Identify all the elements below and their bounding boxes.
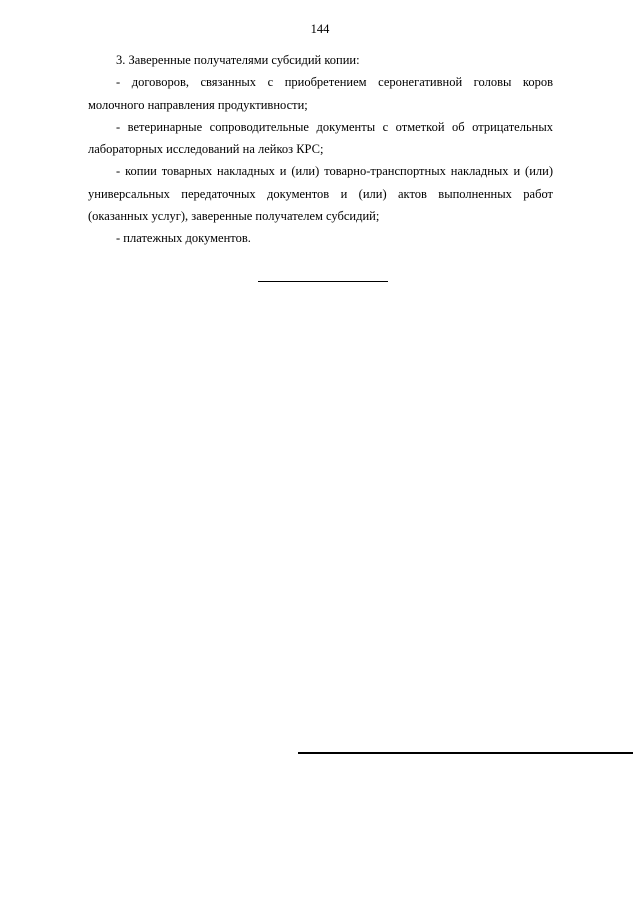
paragraph-contracts: - договоров, связанных с приобретением серонегативной головы коров молочного направления продуктивности;	[88, 75, 553, 112]
scan-artifact-line	[298, 752, 633, 754]
paragraph-heading: 3. Заверенные получателями субсидий копии:	[116, 53, 360, 67]
paragraph-invoices: - копии товарных накладных и (или) товарно-транспортных накладных и (или) универсальных передаточных документов и (или) актов выполненных работ (оказанных услуг), заверенные получателем субсидий;	[88, 164, 553, 224]
page-number: 144	[310, 22, 330, 36]
document-body	[88, 49, 553, 250]
paragraph-vet-documents: - ветеринарные сопроводительные документы с отметкой об отрицательных лабораторных исследований на лейкоз КРС;	[88, 119, 553, 157]
end-separator-line	[258, 281, 388, 282]
paragraph-payments: - платежных документов.	[116, 231, 251, 246]
